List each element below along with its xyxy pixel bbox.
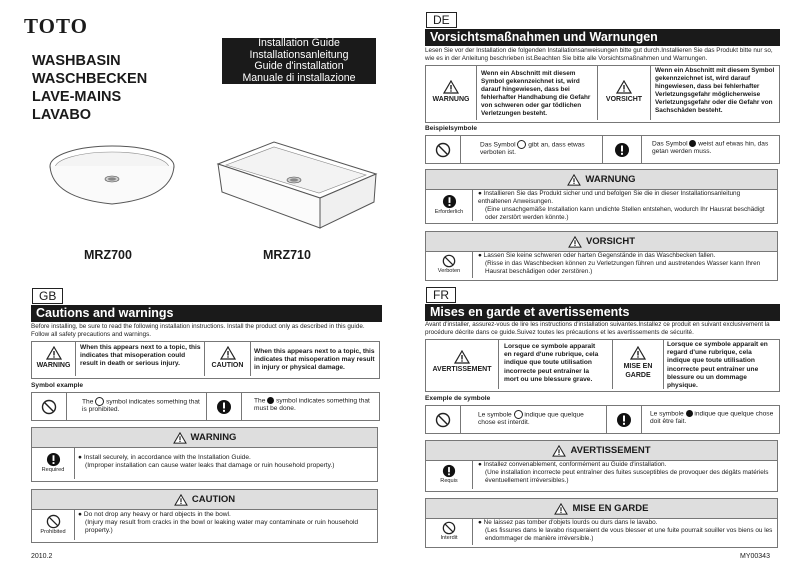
gb-required-label: Required <box>41 467 65 473</box>
product-title-de: WASCHBECKEN <box>32 71 148 87</box>
model-mrz710: MRZ710 <box>263 248 311 262</box>
fr-caution-item <box>478 519 774 543</box>
gb-caution-def-icon <box>204 342 251 376</box>
prohibited-icon <box>435 412 451 428</box>
product-title-fr: LAVE-MAINS <box>32 89 122 105</box>
prohibited-inline-icon <box>514 410 523 419</box>
de-prohibited-label: Verboten <box>437 268 461 274</box>
gb-warning-def-label: WARNING <box>36 362 71 369</box>
de-prohibited-sym-text: gibt an, dass etwas verboten ist. <box>480 141 585 157</box>
de-intro: Lesen Sie vor der Installation die folgenden Installationsanweisungen bitte gut durch.Installieren Sie das Produkt bitte nur so, wie es in der Anleitung beschrieben ist.Beachten Sie bitte alle Vorsichtsmaßnahmen und Warnungen. <box>425 47 773 63</box>
fr-caution-item-main: ● Ne laissez pas tomber d'objets lourds ou durs dans le lavabo. <box>478 519 658 526</box>
gb-prohibited-cell <box>32 510 75 540</box>
fr-warning-def-text: Lorsque ce symbole apparaît en regard d'une rubrique, cela indique que toute utilisation incorrecte peut entraîner la mort ou une blessure grave. <box>504 343 599 383</box>
rect-basin-illustration <box>212 136 382 236</box>
de-required-sym-text: weist auf etwas hin, das getan werden muss. <box>652 140 769 156</box>
fr-prohibited-example-text <box>478 410 598 428</box>
warning-triangle-icon <box>173 432 187 444</box>
toto-logo: TOTO <box>24 14 88 38</box>
gb-prohibited-example-text <box>82 397 202 415</box>
gb-heading: Cautions and warnings <box>31 305 382 322</box>
gb-warning-header-label: WARNING <box>190 432 237 443</box>
gb-warning-def-text: When this appears next to a topic, this indicates that misoperation could result in death or serious injury. <box>80 344 201 368</box>
fr-heading: Mises en garde et avertissements <box>425 304 780 321</box>
de-prohibited-sym-pre: Das Symbol <box>480 141 516 149</box>
footer-code: MY00343 <box>740 553 770 560</box>
fr-required-example-text <box>650 410 776 427</box>
gb-required-example-text <box>254 397 378 414</box>
prohibited-inline-icon <box>95 397 104 406</box>
de-prohibited-example-text <box>480 140 595 158</box>
de-symbol-example-title: Beispielsymbole <box>425 125 478 132</box>
gb-required-cell <box>32 448 75 479</box>
required-inline-icon <box>267 397 274 404</box>
fr-caution-item-sub: (Les fissures dans le lavabo risqueraient de vous blesser et une fuite pourrait souiller vos biens ou les endommager de manière irréversible.) <box>485 527 773 542</box>
de-caution-header <box>425 231 778 252</box>
de-warning-def-label: WARNUNG <box>432 96 470 103</box>
fr-caution-def-icon <box>612 340 664 389</box>
fr-caution-def-text: Lorsque ce symbole apparaît en regard d'une rubrique, cela indique que toute utilisation incorrecte peut entraîner une blessure ou un dommage physique. <box>667 341 768 390</box>
required-icon <box>614 142 630 158</box>
fr-required-sym-text: indique que quelque chose doit être fait. <box>650 410 774 426</box>
de-warning-def-icon <box>426 66 477 120</box>
fr-prohibited-cell <box>426 519 473 545</box>
warning-triangle-icon <box>46 346 62 360</box>
fr-prohibited-sym-text: indique que quelque chose est interdit. <box>478 411 584 427</box>
gb-caution-item-main: ● Do not drop any heavy or hard objects in the bowl. <box>78 511 231 518</box>
gb-intro: Before installing, be sure to read the following installation instructions. Install the product only as described in this guide. Follow all safety precautions and warnings. <box>31 323 365 339</box>
de-required-sym-pre: Das Symbol <box>652 140 688 148</box>
gb-warning-item-main: ● Install securely, in accordance with the Installation Guide. <box>78 454 251 461</box>
gb-prohibited-label: Prohibited <box>40 529 66 535</box>
caution-triangle-icon <box>220 346 236 360</box>
gb-required-example-cell <box>206 392 242 421</box>
de-caution-def-label: VORSICHT <box>605 96 643 103</box>
product-titles <box>32 52 147 124</box>
lang-tag-gb: GB <box>32 288 63 304</box>
fr-prohibited-example-cell <box>425 405 461 434</box>
required-icon <box>46 452 61 467</box>
fr-warning-header <box>425 440 778 461</box>
guide-title-it: Manuale di installazione <box>242 71 356 84</box>
lang-tag-fr: FR <box>426 287 456 303</box>
de-warning-item-main: ● Installieren Sie das Produkt sicher und und befolgen Sie die in dieser Installationsanleitung enthaltenen Anweisungen. <box>478 190 741 205</box>
fr-caution-header <box>425 498 778 519</box>
caution-triangle-icon <box>554 503 568 515</box>
de-required-cell <box>426 190 473 221</box>
fr-warning-item-main: ● Installez convenablement, conformément au Guide d'installation. <box>478 461 667 468</box>
guide-title-box <box>222 38 376 84</box>
warning-triangle-icon <box>552 445 566 457</box>
product-title-en: WASHBASIN <box>32 53 121 69</box>
required-icon <box>216 399 232 415</box>
de-required-example-cell <box>602 135 642 164</box>
de-warning-header <box>425 169 778 190</box>
de-warning-header-label: WARNUNG <box>585 174 636 185</box>
prohibited-icon <box>46 514 61 529</box>
warning-triangle-icon <box>567 174 581 186</box>
gb-caution-header-label: CAUTION <box>191 494 236 505</box>
gb-caution-def-text: When this appears next to a topic, this indicates that misoperation may result in injury or physical damage. <box>254 348 375 372</box>
required-inline-icon <box>686 410 693 417</box>
gb-caution-item <box>78 511 374 536</box>
gb-required-sym-pre: The <box>254 397 266 405</box>
prohibited-icon <box>442 254 456 268</box>
gb-warning-item <box>78 454 373 470</box>
gb-required-sym-text: symbol indicates something that must be done. <box>254 397 370 413</box>
warning-triangle-icon <box>443 80 459 94</box>
lang-tag-de: DE <box>426 12 457 28</box>
de-caution-item <box>478 252 774 276</box>
caution-triangle-icon <box>174 494 188 506</box>
gb-caution-def-label: CAUTION <box>211 362 244 369</box>
required-icon <box>616 412 632 428</box>
gb-prohibited-sym-pre: The <box>82 398 94 406</box>
de-prohibited-cell <box>426 252 473 278</box>
fr-intro: Avant d'installer, assurez-vous de lire les instructions d'installation suivantes.Installez ce produit en suivant exclusivement la procédure décrite dans ce guide.Suivez toutes les précautions et les avertissements de sécurité. <box>425 321 770 337</box>
de-warning-def-text: Wenn ein Abschnitt mit diesem Symbol gekennzeichnet ist, wird darauf hingewiesen, dass bei fehlerhafter Handhabung die Gefahr von schweren oder gar tödlichen Verletzungen besteht. <box>481 70 591 117</box>
warning-triangle-icon <box>454 350 470 364</box>
required-icon <box>442 194 457 209</box>
fr-prohibited-sym-pre: Le symbole <box>478 411 512 419</box>
de-caution-def-icon <box>597 66 651 120</box>
caution-triangle-icon <box>630 346 646 360</box>
fr-warning-header-label: AVERTISSEMENT <box>570 445 651 456</box>
fr-warning-item <box>478 461 774 485</box>
de-caution-header-label: VORSICHT <box>585 236 636 247</box>
gb-caution-header <box>31 489 378 510</box>
de-required-label: Erforderlich <box>434 209 464 215</box>
required-inline-icon <box>689 140 696 147</box>
fr-warning-item-sub: (Une installation incorrecte peut entraîner des fuites susceptibles de provoquer des dégâts matériels éventuellement irréversibles.) <box>485 469 769 484</box>
footer-date: 2010.2 <box>31 553 53 560</box>
prohibited-icon <box>442 521 456 535</box>
de-warning-item-sub: (Eine unsachgemäße Installation kann undichte Stellen entstehen, wodurch Ihr Hausrat beschädigt oder zerstört werden könnte.) <box>485 206 765 221</box>
fr-required-cell <box>426 461 473 489</box>
gb-symbol-example-title: Symbol example <box>31 382 84 389</box>
de-caution-item-sub: (Risse in das Waschbecken können zu Verletzungen führen und austretendes Wasser kann Ihren Hausrat beschädigen oder zerstören.) <box>485 260 761 275</box>
de-caution-item-main: ● Lassen Sie keine schweren oder harten Gegenstände in das Waschbecken fallen. <box>478 252 716 259</box>
gb-warning-def-icon <box>32 342 76 376</box>
required-icon <box>442 464 456 478</box>
fr-warning-def-label: AVERTISSEMENT <box>432 366 492 373</box>
fr-warning-def-icon <box>426 340 499 389</box>
prohibited-inline-icon <box>517 140 526 149</box>
caution-triangle-icon <box>568 236 582 248</box>
de-prohibited-example-cell <box>425 135 461 164</box>
fr-required-sym-pre: Le symbole <box>650 410 684 418</box>
fr-required-example-cell <box>606 405 642 434</box>
gb-warning-item-sub: (Improper installation can cause water leaks that damage or ruin household property.) <box>85 462 335 470</box>
caution-triangle-icon <box>616 80 632 94</box>
guide-title-en: Installation Guide <box>258 37 340 49</box>
guide-title-fr: Guide d'installation <box>254 60 344 73</box>
fr-caution-def-label: MISE EN GARDE <box>623 363 653 379</box>
de-required-example-text <box>652 140 776 157</box>
gb-prohibited-example-cell <box>31 392 67 421</box>
de-caution-def-text: Wenn ein Abschnitt mit diesem Symbol gekennzeichnet ist, wird darauf hingewiesen, dass bei fehlerhafter Verletzungsgefahr möglicherweise Verletzungsgefahr oder die Gefahr von Sachschäden besteht. <box>655 67 775 114</box>
prohibited-icon <box>41 399 57 415</box>
de-warning-item <box>478 190 774 222</box>
model-mrz700: MRZ700 <box>84 248 132 262</box>
round-basin-illustration <box>46 140 178 212</box>
fr-required-label: Requis <box>440 478 458 484</box>
prohibited-icon <box>435 142 451 158</box>
guide-title-de: Installationsanleitung <box>249 48 349 61</box>
fr-prohibited-label: Interdit <box>440 535 458 541</box>
gb-prohibited-sym-text: symbol indicates something that is prohibited. <box>82 398 200 414</box>
product-title-it: LAVABO <box>32 107 92 123</box>
de-heading: Vorsichtsmaßnahmen und Warnungen <box>425 29 780 46</box>
fr-symbol-example-title: Exemple de symbole <box>425 395 491 402</box>
fr-caution-header-label: MISE EN GARDE <box>572 503 649 514</box>
gb-warning-header <box>31 427 378 448</box>
gb-caution-item-sub: (Injury may result from cracks in the bowl or leaking water may contaminate or ruin household property.) <box>85 519 359 535</box>
